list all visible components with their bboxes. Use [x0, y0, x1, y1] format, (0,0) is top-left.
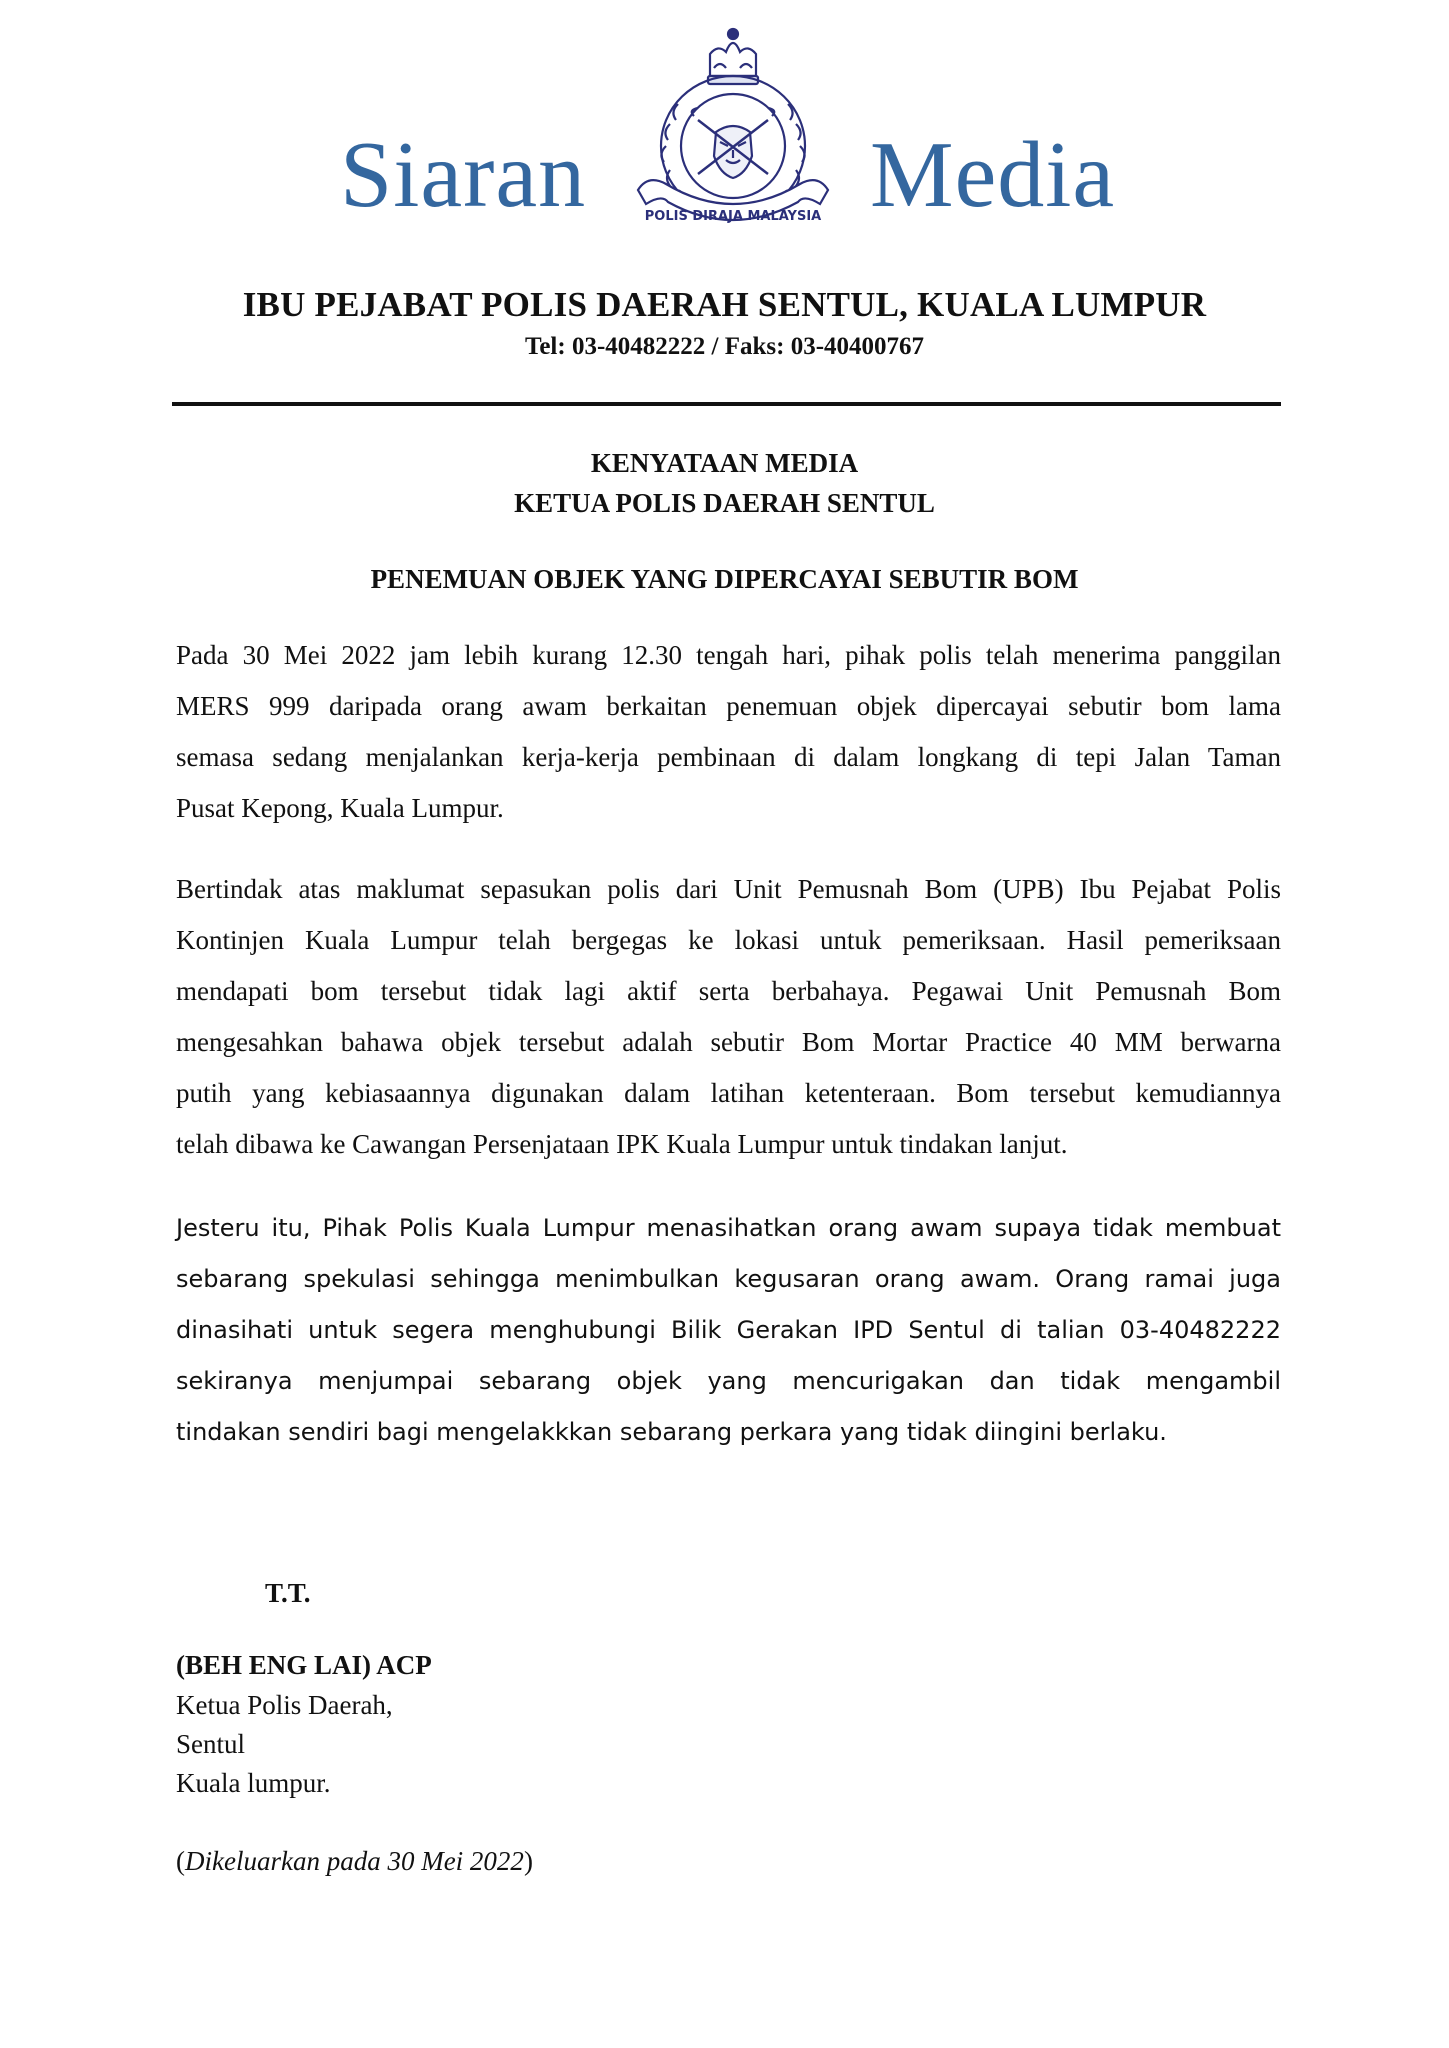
- issued-date: [176, 1848, 533, 1875]
- body-paragraph-2: [176, 864, 1281, 1170]
- masthead-left-word: Siaran: [340, 123, 587, 227]
- issued-text: Dikeluarkan pada 30 Mei 2022: [185, 1846, 524, 1876]
- office-contact: Tel: 03-40482222 / Faks: 03-40400767: [524, 333, 925, 360]
- paragraph-line: semasa sedang menjalankan kerja-kerja pembinaan di dalam longkang di tepi Jalan Taman: [176, 742, 1281, 772]
- paragraph-line: Bertindak atas maklumat sepasukan polis dari Unit Pemusnah Bom (UPB) Ibu Pejabat Polis: [176, 874, 1281, 904]
- issued-open-paren: (: [176, 1846, 185, 1876]
- paragraph-line: mendapati bom tersebut tidak lagi aktif serta berbahaya. Pegawai Unit Pemusnah Bom: [176, 976, 1281, 1006]
- paragraph-line: sebarang spekulasi sehingga menimbulkan kegusaran orang awam. Orang ramai juga: [176, 1265, 1281, 1293]
- svg-text:POLIS DIRAJA MALAYSIA: POLIS DIRAJA MALAYSIA: [644, 209, 822, 224]
- signatory-city: Kuala lumpur.: [176, 1768, 331, 1798]
- statement-subject: PENEMUAN OBJEK YANG DIPERCAYAI SEBUTIR BOM: [370, 564, 1079, 594]
- statement-type: KENYATAAN MEDIA: [590, 448, 859, 478]
- body-paragraph-3: [176, 1203, 1281, 1458]
- paragraph-line: dinasihati untuk segera menghubungi Bilik Gerakan IPD Sentul di talian 03-40482222: [176, 1316, 1281, 1344]
- masthead: [0, 0, 1449, 250]
- paragraph-line: Pusat Kepong, Kuala Lumpur.: [176, 793, 504, 823]
- paragraph-line: Kontinjen Kuala Lumpur telah bergegas ke lokasi untuk pemeriksaan. Hasil pemeriksaan: [176, 925, 1281, 955]
- paragraph-line: sekiranya menjumpai sebarang objek yang mencurigakan dan tidak mengambil: [176, 1367, 1281, 1395]
- signatory-title: Ketua Polis Daerah,: [176, 1690, 393, 1720]
- signatory-district: Sentul: [176, 1729, 246, 1759]
- paragraph-line: MERS 999 daripada orang awam berkaitan penemuan objek dipercayai sebutir bom lama: [176, 691, 1281, 721]
- paragraph-line: Jesteru itu, Pihak Polis Kuala Lumpur menasihatkan orang awam supaya tidak membuat: [176, 1214, 1281, 1242]
- paragraph-line: Pada 30 Mei 2022 jam lebih kurang 12.30 tengah hari, pihak polis telah menerima panggilan: [176, 640, 1281, 670]
- statement-issuer: KETUA POLIS DAERAH SENTUL: [514, 488, 935, 518]
- paragraph-line: mengesahkan bahawa objek tersebut adalah sebutir Bom Mortar Practice 40 MM berwarna: [176, 1027, 1281, 1057]
- police-crest-icon: [628, 24, 838, 238]
- signed-mark: T.T.: [265, 1578, 311, 1608]
- header-divider: [172, 402, 1281, 406]
- issued-close-paren: ): [523, 1846, 533, 1876]
- paragraph-line: putih yang kebiasaannya digunakan dalam latihan ketenteraan. Bom tersebut kemudiannya: [176, 1078, 1281, 1108]
- paragraph-line: tindakan sendiri bagi mengelakkkan sebarang perkara yang tidak diingini berlaku.: [176, 1418, 1167, 1446]
- body-paragraph-1: [176, 630, 1281, 834]
- signatory-name: (BEH ENG LAI) ACP: [176, 1650, 432, 1680]
- office-name: IBU PEJABAT POLIS DAERAH SENTUL, KUALA LUMPUR: [242, 285, 1207, 324]
- paragraph-line: telah dibawa ke Cawangan Persenjataan IPK Kuala Lumpur untuk tindakan lanjut.: [176, 1129, 1068, 1159]
- masthead-right-word: Media: [870, 123, 1116, 227]
